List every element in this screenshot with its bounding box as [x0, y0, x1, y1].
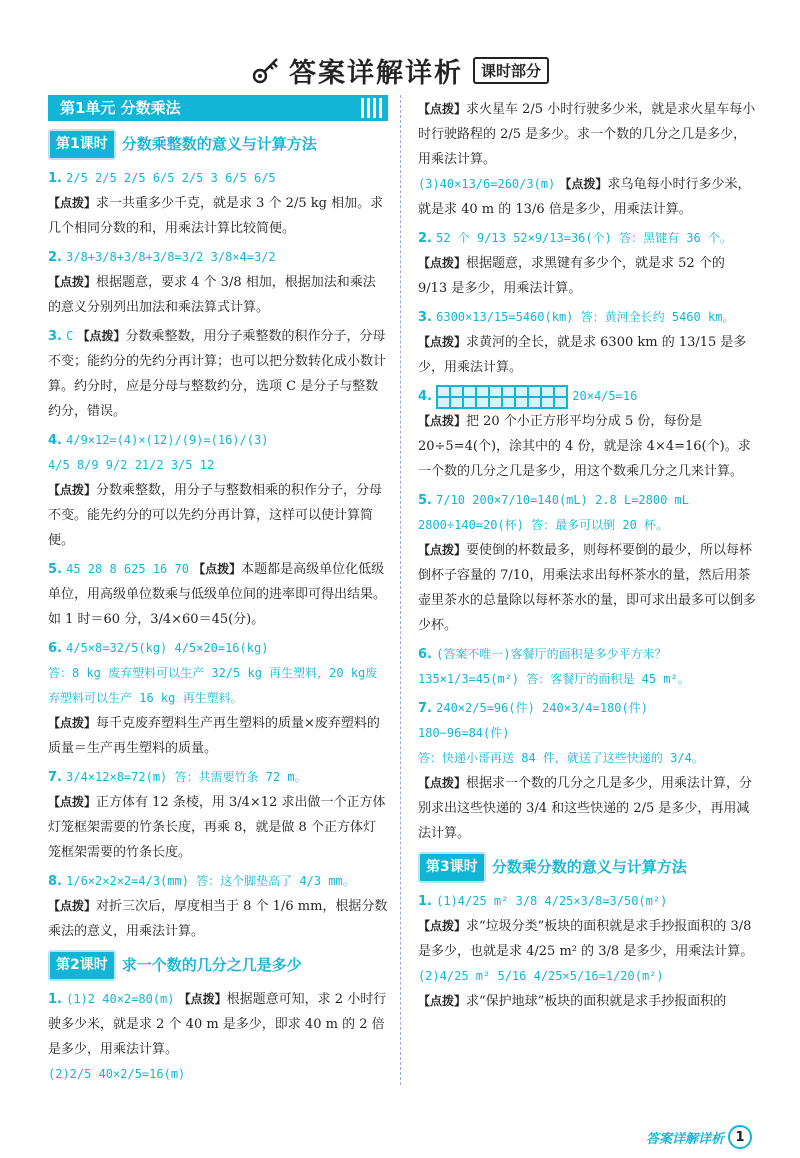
hint-tag: 【点拨】 — [418, 994, 467, 1008]
question-number: 1. — [418, 894, 432, 909]
answer: (1)4/25 m² 3/8 4/25×3/8=3/50(m²) — [436, 894, 668, 908]
section-badge: 课时部分 — [473, 57, 549, 84]
hint-tag: 【点拨】 — [418, 919, 467, 933]
hint-text: 每千克废弃塑料生产再生塑料的质量×废弃塑料的质量＝生产再生塑料的质量。 — [48, 716, 380, 756]
answer: 135×1/3=45(m²) 答：客餐厅的面积是 45 m²。 — [418, 672, 690, 686]
hint-tag: 【点拨】 — [48, 716, 97, 730]
hint-text: 根据题意可知，求 2 小时行驶多少米，就是求 2 个 40 m 是多少，即求 40 m 的 2 倍是多少，用乘法计算。 — [48, 992, 387, 1057]
answer: 3/8+3/8+3/8+3/8=3/2 3/8×4=3/2 — [66, 250, 276, 264]
hint-text: 分数乘整数，用分子与整数相乘的积作分子，分母不变。能先约分的可以先约分再计算，这样可以使计算简便。 — [48, 483, 383, 548]
left-column — [48, 93, 388, 1091]
answer: 答：快递小哥再送 84 件，就送了这些快递的 3/4。 — [418, 751, 704, 765]
page-header — [0, 50, 800, 90]
question-6 — [418, 642, 758, 692]
hint-tag: 【点拨】 — [48, 795, 97, 809]
hint-text: 求“保护地球”板块的面积就是求手抄报面积的 — [466, 994, 727, 1009]
question-7 — [48, 765, 388, 865]
question-1-continued — [418, 97, 758, 222]
question-number: 8. — [48, 874, 62, 889]
hint-text: 要使倒的杯数最多，则每杯要倒的最少，所以每杯倒杯子容量的 7/10，用乘法求出每杯茶水的量，然后用茶壶里茶水的总量除以每杯茶水的量，即可求出最多可以倒多少杯。 — [418, 543, 757, 633]
lesson-heading — [48, 129, 388, 160]
question-number: 1. — [48, 171, 62, 186]
lesson-badge: 第3课时 — [418, 852, 486, 883]
answer: (2)4/25 m² 5/16 4/25×5/16=1/20(m²) — [418, 969, 664, 983]
hint-text: 根据题意，要求 4 个 3/8 相加，根据加法和乘法的意义分别列出加法和乘法算式计算。 — [48, 275, 376, 315]
question-number: 7. — [48, 770, 62, 785]
question-number: 4. — [48, 433, 62, 448]
lesson-title: 分数乘分数的意义与计算方法 — [491, 858, 687, 876]
shaded-grid-figure — [436, 385, 568, 409]
hint-tag: 【点拨】 — [48, 196, 97, 210]
hint-text: 正方体有 12 条棱，用 3/4×12 求出做一个正方体灯笼框架需要的竹条长度，再乘 8，就是做 8 个正方体灯笼框架需要的竹条长度。 — [48, 795, 386, 860]
question-4 — [48, 428, 388, 553]
question-6 — [48, 636, 388, 761]
hint-text: 求一共重多少千克，就是求 3 个 2/5 kg 相加。求几个相同分数的和，用乘法计算比较简便。 — [48, 196, 384, 236]
footer-label: 答案详解详析 — [645, 1131, 724, 1147]
lesson-badge: 第2课时 — [48, 950, 116, 981]
hint-tag: 【点拨】 — [48, 483, 97, 497]
question-2 — [418, 226, 758, 301]
hint-tag: 【点拨】 — [418, 335, 467, 349]
question-number: 6. — [418, 647, 432, 662]
hint-text: 根据题意，求黑键有多少个，就是求 52 个的 9/13 是多少，用乘法计算。 — [418, 256, 725, 296]
answer: 52 个 9/13 52×9/13=36(个) 答：黑键有 36 个。 — [436, 231, 732, 245]
hint-tag: 【点拨】 — [418, 102, 467, 116]
page-number: 1 — [728, 1125, 752, 1149]
question-4 — [418, 384, 758, 484]
hint-tag: 【点拨】 — [418, 543, 467, 557]
question-5 — [418, 488, 758, 638]
question-number: 5. — [418, 493, 432, 508]
question-number: 6. — [48, 641, 62, 656]
hint-text: 求黄河的全长，就是求 6300 km 的 13/15 是多少，用乘法计算。 — [418, 335, 747, 375]
hint-text: 对折三次后，厚度相当于 8 个 1/6 mm，根据分数乘法的意义，用乘法计算。 — [48, 899, 388, 939]
question-1 — [48, 987, 388, 1087]
question-number: 2. — [48, 250, 62, 265]
hint-tag: 【点拨】 — [418, 414, 467, 428]
answer: C — [66, 329, 74, 343]
lesson-title: 求一个数的几分之几是多少 — [121, 956, 302, 974]
answer: 3/4×12×8=72(m) 答：共需要竹条 72 m。 — [66, 770, 307, 784]
column-divider — [400, 95, 401, 1085]
question-3 — [48, 324, 388, 424]
question-3 — [418, 305, 758, 380]
answer: 7/10 200×7/10=140(mL) 2.8 L=2800 mL — [436, 493, 689, 507]
hint-text: 本题都是高级单位化低级单位，用高级单位数乘与低级单位间的进率即可得出结果。如 1 时＝60 分，3/4×60＝45(分)。 — [48, 562, 387, 627]
question-number: 3. — [48, 329, 62, 344]
hint-text: 根据求一个数的几分之几是多少，用乘法计算，分别求出这些快递的 3/4 和这些快递的 2/5 是多少，再用减法计算。 — [418, 776, 753, 841]
answer: 2/5 2/5 2/5 6/5 2/5 3 6/5 6/5 — [66, 171, 276, 185]
question-7 — [418, 696, 758, 846]
lesson-heading — [418, 852, 758, 883]
answer: 4/5 8/9 9/2 21/2 3/5 12 — [48, 458, 215, 472]
answer: 6300×13/15=5460(km) 答：黄河全长约 5460 km。 — [436, 310, 735, 324]
hint-text: 求“垃圾分类”板块的面积就是求手抄报面积的 3/8 是多少，也就是求 4/25 m² 的 3/8 是多少，用乘法计算。 — [418, 919, 754, 959]
answer: 20×4/5=16 — [572, 389, 638, 403]
key-icon — [251, 55, 281, 85]
question-1 — [48, 166, 388, 241]
hint-tag: 【点拨】 — [418, 776, 467, 790]
answer: 4/5×8=32/5(kg) 4/5×20=16(kg) — [66, 641, 269, 655]
question-number: 7. — [418, 701, 432, 716]
hint-text: 求火星车 2/5 小时行驶多少米，就是求火星车每小时行驶路程的 2/5 是多少。求一个数的几分之几是多少，用乘法计算。 — [418, 102, 756, 167]
hint-tag: 【点拨】 — [178, 992, 227, 1006]
hint-text: 把 20 个小正方形平均分成 5 份，每份是 20÷5=4(个)，涂其中的 4 份，就是涂 4×4=16(个)。求一个数的几分之几是多少，用这个数乘几分之几来计算。 — [418, 414, 751, 479]
hint-tag: 【点拨】 — [193, 562, 242, 576]
question-number: 2. — [418, 231, 432, 246]
answer: (2)2/5 40×2/5=16(m) — [48, 1067, 186, 1081]
answer: 240×2/5=96(件) 240×3/4=180(件) — [436, 701, 648, 715]
answer: (1)2 40×2=80(m) — [66, 992, 175, 1006]
answer: 1/6×2×2×2=4/3(mm) 答：这个脚垫高了 4/3 mm。 — [66, 874, 355, 888]
answer: 4/9×12=(4)×(12)/(9)=(16)/(3) — [66, 433, 269, 447]
answer: 180−96=84(件) — [418, 726, 510, 740]
unit-title: 第1单元 分数乘法 — [60, 98, 181, 117]
right-column — [418, 93, 758, 1018]
answer: 2800÷140=20(杯) 答：最多可以倒 20 杯。 — [418, 518, 669, 532]
hint-text: 求乌龟每小时行多少米，就是求 40 m 的 13/6 倍是多少，用乘法计算。 — [418, 177, 751, 217]
hint-tag: 【点拨】 — [559, 177, 608, 191]
stripe-decoration — [361, 98, 382, 118]
question-1 — [418, 889, 758, 1014]
hint-text: 分数乘整数，用分子乘整数的积作分子，分母不变；能约分的先约分再计算；也可以把分数转化成小数计算。约分时，应是分母与整数约分，选项 C 是分子与整数约分，错误。 — [48, 329, 387, 419]
answer-statement: 答：8 kg 废弃塑料可以生产 32/5 kg 再生塑料，20 kg废弃塑料可以生产 16 kg 再生塑料。 — [48, 666, 378, 705]
answer: (3)40×13/6=260/3(m) — [418, 177, 556, 191]
unit-bar — [48, 95, 388, 121]
hint-tag: 【点拨】 — [77, 329, 126, 343]
page-title: 答案详解详析 — [288, 57, 463, 89]
hint-tag: 【点拨】 — [48, 275, 97, 289]
lesson-title: 分数乘整数的意义与计算方法 — [121, 135, 317, 153]
answer: 45 28 8 625 16 70 — [66, 562, 189, 576]
page-footer — [646, 1125, 752, 1149]
question-5 — [48, 557, 388, 632]
lesson-badge: 第1课时 — [48, 129, 116, 160]
question-8 — [48, 869, 388, 944]
hint-tag: 【点拨】 — [48, 899, 97, 913]
question-number: 5. — [48, 562, 62, 577]
question-number: 1. — [48, 992, 62, 1007]
question-2 — [48, 245, 388, 320]
question-number: 4. — [418, 389, 432, 404]
hint-tag: 【点拨】 — [418, 256, 467, 270]
question-number: 3. — [418, 310, 432, 325]
answer: (答案不唯一)客餐厅的面积是多少平方米？ — [436, 647, 667, 661]
lesson-heading — [48, 950, 388, 981]
